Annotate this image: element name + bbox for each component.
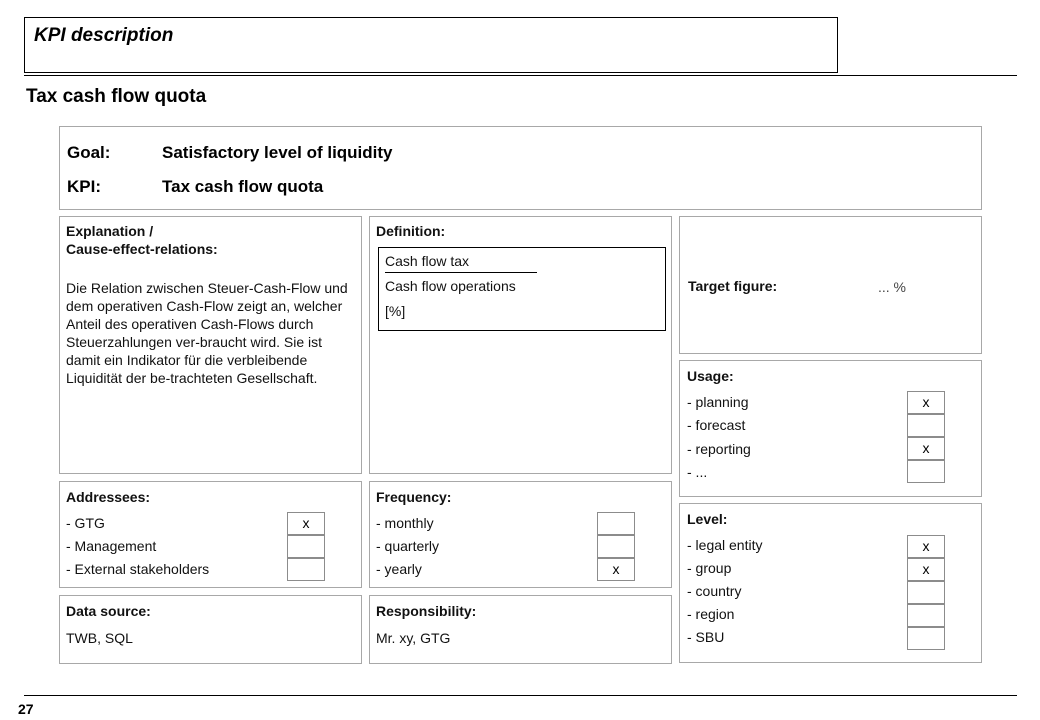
fraction-line <box>385 272 537 273</box>
header-box <box>24 17 838 73</box>
formula-denominator: Cash flow operations <box>385 278 516 294</box>
frequency-check-yearly[interactable]: x <box>597 558 635 581</box>
kpi-value: Tax cash flow quota <box>162 177 324 196</box>
frequency-item-quarterly: - quarterly <box>376 538 440 554</box>
page-number: 27 <box>18 701 34 717</box>
addressees-panel <box>59 481 362 588</box>
data-source-panel <box>59 595 362 664</box>
definition-panel <box>369 216 672 474</box>
usage-item-forecast: - forecast <box>687 417 746 433</box>
usage-item-planning: - planning <box>687 394 749 410</box>
goal-label: Goal: <box>67 143 111 162</box>
data-source-value: TWB, SQL <box>66 630 133 646</box>
frequency-item-monthly: - monthly <box>376 515 434 531</box>
header-title: KPI description <box>34 25 174 46</box>
usage-heading: Usage: <box>687 368 734 384</box>
frequency-panel <box>369 481 672 588</box>
explanation-heading-line2: Cause-effect-relations: <box>66 241 218 257</box>
frequency-check-monthly[interactable] <box>597 512 635 535</box>
level-item-group: - group <box>687 560 732 576</box>
page-subtitle: Tax cash flow quota <box>26 86 207 107</box>
level-item-sbu: - SBU <box>687 629 725 645</box>
goal-panel <box>59 126 982 210</box>
target-label: Target figure: <box>688 278 778 294</box>
addressees-item-management: - Management <box>66 538 157 554</box>
level-check-legal-entity[interactable]: x <box>907 535 945 558</box>
level-item-region: - region <box>687 606 735 622</box>
explanation-heading-line1: Explanation / <box>66 223 154 239</box>
responsibility-panel <box>369 595 672 664</box>
level-check-sbu[interactable] <box>907 627 945 650</box>
level-item-legal-entity: - legal entity <box>687 537 763 553</box>
usage-check-reporting[interactable]: x <box>907 437 945 460</box>
level-item-country: - country <box>687 583 742 599</box>
level-check-group[interactable]: x <box>907 558 945 581</box>
level-check-region[interactable] <box>907 604 945 627</box>
addressees-item-external: - External stakeholders <box>66 561 210 577</box>
level-heading: Level: <box>687 511 728 527</box>
definition-heading: Definition: <box>376 223 446 239</box>
kpi-label: KPI: <box>67 177 101 196</box>
addressees-heading: Addressees: <box>66 489 151 505</box>
goal-value: Satisfactory level of liquidity <box>162 143 393 162</box>
target-value: ... % <box>878 279 907 295</box>
explanation-panel <box>59 216 362 474</box>
usage-item-reporting: - reporting <box>687 441 751 457</box>
addressees-item-gtg: - GTG <box>66 515 105 531</box>
formula-unit: [%] <box>385 303 406 319</box>
usage-check-planning[interactable]: x <box>907 391 945 414</box>
frequency-heading: Frequency: <box>376 489 452 505</box>
target-panel <box>679 216 982 354</box>
level-check-country[interactable] <box>907 581 945 604</box>
frequency-check-quarterly[interactable] <box>597 535 635 558</box>
top-rule <box>24 75 1017 76</box>
formula-numerator: Cash flow tax <box>385 253 470 269</box>
level-panel <box>679 503 982 663</box>
frequency-item-yearly: - yearly <box>376 561 422 577</box>
addressees-check-management[interactable] <box>287 535 325 558</box>
data-source-heading: Data source: <box>66 603 151 619</box>
usage-panel <box>679 360 982 497</box>
responsibility-heading: Responsibility: <box>376 603 477 619</box>
usage-item-more: - ... <box>687 464 708 480</box>
responsibility-value: Mr. xy, GTG <box>376 630 451 646</box>
explanation-text: Die Relation zwischen Steuer-Cash-Flow und dem operativen Cash-Flow zeigt an, welcher Anteil des operativen Cash-Flows durch Steuerzahlungen ver-braucht wird. Sie ist damit ein Indikator für die verbleibende Liquidität der be-trachteten Gesellschaft. <box>66 280 348 386</box>
usage-check-more[interactable] <box>907 460 945 483</box>
addressees-check-gtg[interactable]: x <box>287 512 325 535</box>
formula-box <box>378 247 666 331</box>
usage-check-forecast[interactable] <box>907 414 945 437</box>
addressees-check-external[interactable] <box>287 558 325 581</box>
bottom-rule <box>24 695 1017 696</box>
